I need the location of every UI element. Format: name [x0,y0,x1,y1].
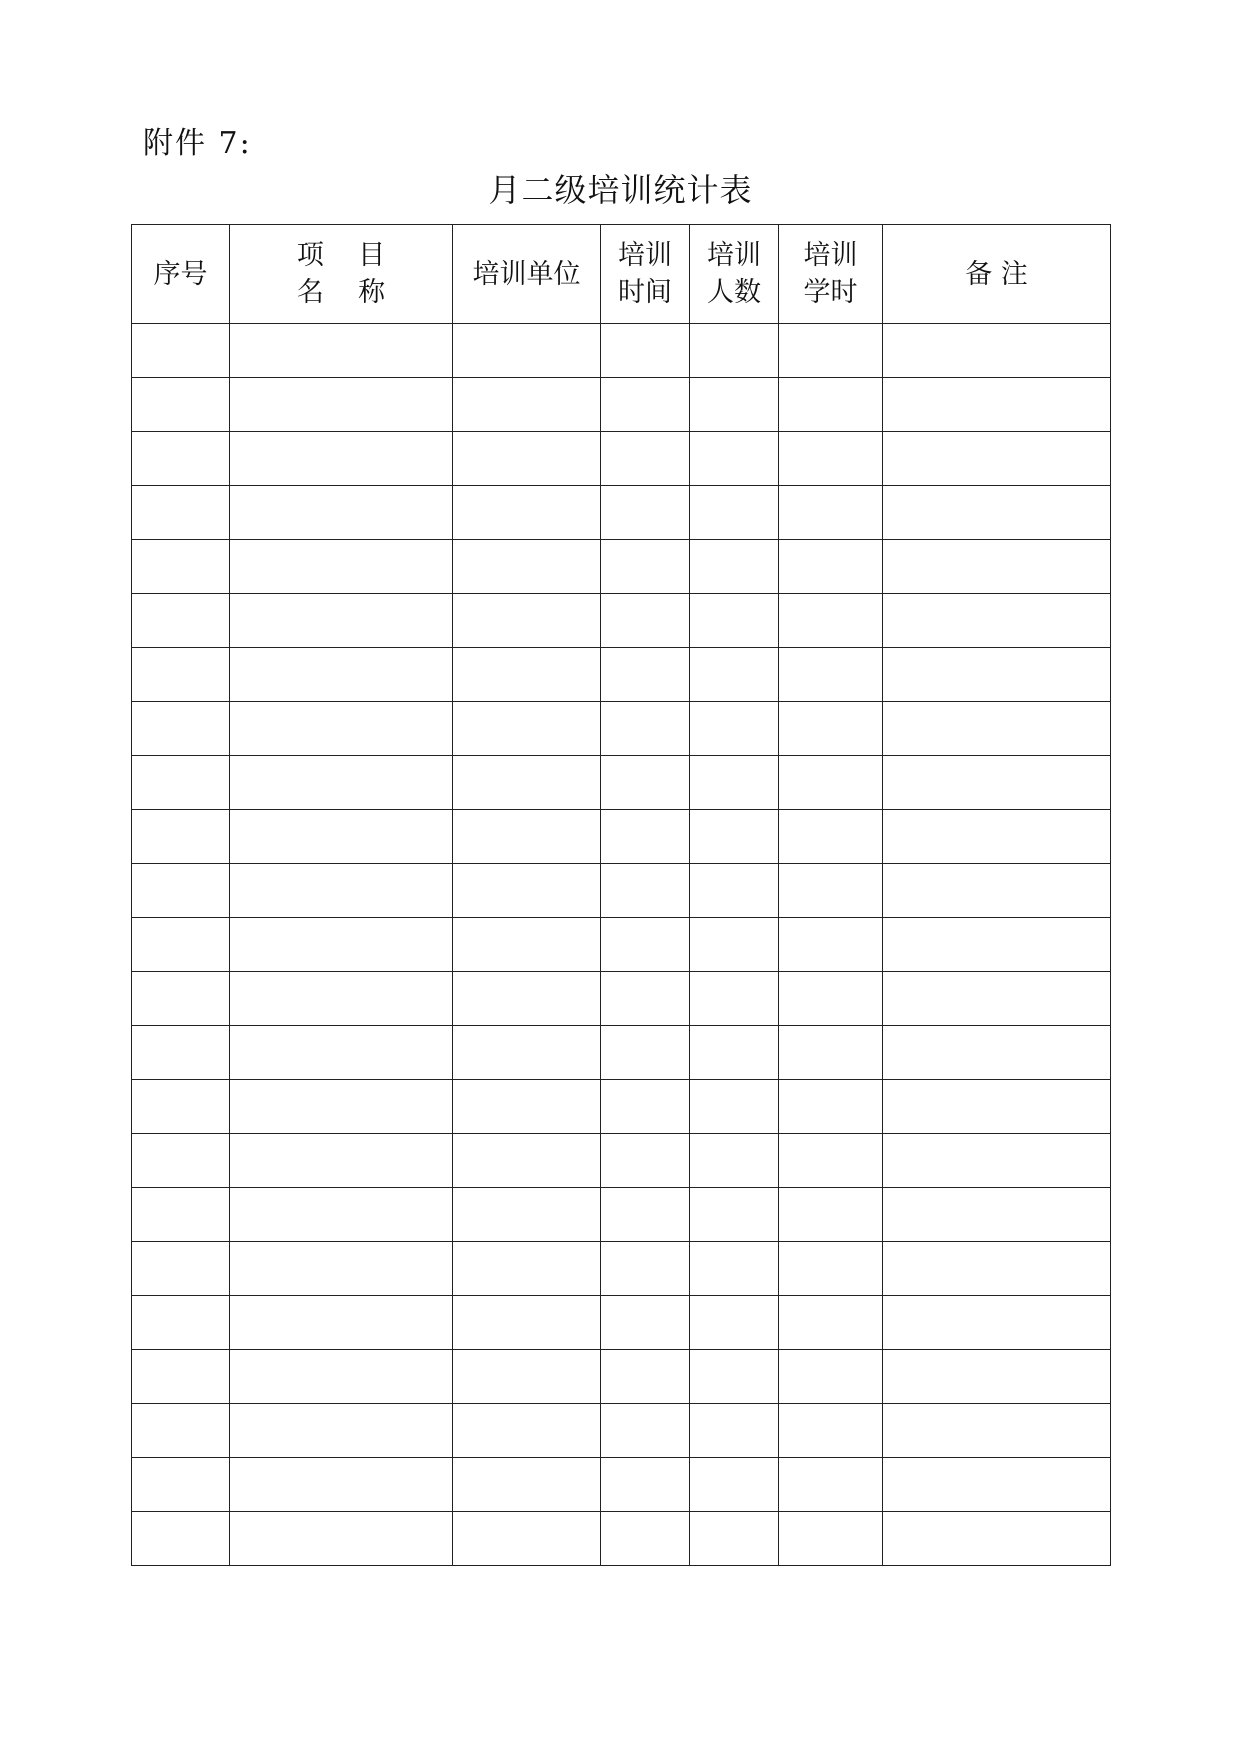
table-row [132,810,1111,864]
table-row [132,324,1111,378]
column-header-project-name [230,225,453,324]
table-cell[interactable] [883,1350,1111,1404]
table-cell[interactable] [690,972,779,1026]
table-row [132,864,1111,918]
table-cell[interactable] [453,918,601,972]
table-cell[interactable] [883,702,1111,756]
table-cell[interactable] [230,702,453,756]
table-cell[interactable] [132,324,230,378]
table-cell[interactable] [690,810,779,864]
table-cell[interactable] [453,432,601,486]
table-cell[interactable] [230,648,453,702]
table-cell[interactable] [132,1458,230,1512]
table-cell[interactable] [230,378,453,432]
table-cell[interactable] [601,1296,690,1350]
table-cell[interactable] [601,864,690,918]
table-row [132,918,1111,972]
training-stats-table [131,224,1111,1566]
table-cell[interactable] [690,1242,779,1296]
table-cell[interactable] [883,1134,1111,1188]
column-header-training-unit [453,225,601,324]
table-cell[interactable] [453,1080,601,1134]
table-cell[interactable] [779,1404,883,1458]
table-cell[interactable] [453,1350,601,1404]
table-cell[interactable] [779,594,883,648]
table-cell[interactable] [230,864,453,918]
table-cell[interactable] [779,1188,883,1242]
table-cell[interactable] [779,972,883,1026]
table-cell[interactable] [690,864,779,918]
table-cell[interactable] [779,378,883,432]
table-cell[interactable] [883,1296,1111,1350]
table-cell[interactable] [883,324,1111,378]
table-cell[interactable] [601,972,690,1026]
table-cell[interactable] [230,1026,453,1080]
table-cell[interactable] [230,1188,453,1242]
table-cell[interactable] [453,1512,601,1566]
column-header-training-time [601,225,690,324]
table-cell[interactable] [883,594,1111,648]
table-cell[interactable] [779,702,883,756]
table-cell[interactable] [601,756,690,810]
table-row [132,702,1111,756]
table-cell[interactable] [883,540,1111,594]
table-cell[interactable] [690,918,779,972]
table-cell[interactable] [230,324,453,378]
table-cell[interactable] [883,864,1111,918]
table-cell[interactable] [779,918,883,972]
table-cell[interactable] [601,486,690,540]
table-cell[interactable] [132,864,230,918]
table-row [132,972,1111,1026]
table-cell[interactable] [132,810,230,864]
table-cell[interactable] [132,756,230,810]
table-cell[interactable] [132,594,230,648]
table-cell[interactable] [453,486,601,540]
table-row [132,1188,1111,1242]
table-cell[interactable] [230,1512,453,1566]
table-cell[interactable] [453,864,601,918]
table-cell[interactable] [883,756,1111,810]
header-text: 培训 [707,240,761,271]
header-text: 项 目 [296,240,386,271]
table-cell[interactable] [132,972,230,1026]
table-cell[interactable] [601,648,690,702]
table-cell[interactable] [132,1350,230,1404]
table-cell[interactable] [230,432,453,486]
attachment-label: 附件 7: [143,126,252,161]
table-cell[interactable] [690,594,779,648]
table-row [132,756,1111,810]
header-text: 学时 [803,277,858,308]
table-cell[interactable] [883,1080,1111,1134]
table-cell[interactable] [601,324,690,378]
table-row [132,432,1111,486]
table-cell[interactable] [601,1242,690,1296]
table-cell[interactable] [453,1188,601,1242]
table-row [132,1296,1111,1350]
table-cell[interactable] [883,810,1111,864]
table-cell[interactable] [779,540,883,594]
table-cell[interactable] [690,702,779,756]
table-cell[interactable] [132,648,230,702]
table-cell[interactable] [453,1458,601,1512]
table-cell[interactable] [779,1458,883,1512]
table-cell[interactable] [230,1080,453,1134]
table-cell[interactable] [690,1080,779,1134]
table-cell[interactable] [779,1296,883,1350]
table-cell[interactable] [132,378,230,432]
table-cell[interactable] [132,1296,230,1350]
table-cell[interactable] [601,1404,690,1458]
table-row [132,1242,1111,1296]
table-cell[interactable] [132,1134,230,1188]
table-cell[interactable] [132,1026,230,1080]
table-cell[interactable] [453,1242,601,1296]
table-cell[interactable] [230,972,453,1026]
table-cell[interactable] [453,1134,601,1188]
table-cell[interactable] [690,1188,779,1242]
table-cell[interactable] [132,486,230,540]
table-cell[interactable] [883,486,1111,540]
table-cell[interactable] [690,432,779,486]
table-cell[interactable] [690,1134,779,1188]
table-cell[interactable] [601,702,690,756]
page-title: 月二级培训统计表 [488,171,753,209]
table-row [132,1350,1111,1404]
table-cell[interactable] [883,648,1111,702]
table-cell[interactable] [453,1296,601,1350]
table-cell[interactable] [453,594,601,648]
table-row [132,378,1111,432]
table-cell[interactable] [230,594,453,648]
table-cell[interactable] [779,1026,883,1080]
table-row [132,594,1111,648]
table-cell[interactable] [779,1512,883,1566]
table-cell[interactable] [690,1296,779,1350]
table-cell[interactable] [453,324,601,378]
table-cell[interactable] [453,1026,601,1080]
table-cell[interactable] [601,1026,690,1080]
table-cell[interactable] [779,864,883,918]
table-cell[interactable] [132,918,230,972]
table-cell[interactable] [883,378,1111,432]
table-cell[interactable] [132,702,230,756]
table-cell[interactable] [132,1188,230,1242]
table-cell[interactable] [601,432,690,486]
table-cell[interactable] [453,756,601,810]
table-cell[interactable] [690,1350,779,1404]
table-cell[interactable] [453,540,601,594]
table-cell[interactable] [230,1134,453,1188]
table-cell[interactable] [883,1404,1111,1458]
table-cell[interactable] [453,702,601,756]
table-cell[interactable] [601,1458,690,1512]
table-cell[interactable] [601,1134,690,1188]
table-cell[interactable] [132,432,230,486]
table-cell[interactable] [601,1080,690,1134]
table-cell[interactable] [779,1242,883,1296]
header-text: 备 注 [965,258,1028,290]
table-cell[interactable] [779,1080,883,1134]
table-cell[interactable] [230,1350,453,1404]
table-cell[interactable] [230,756,453,810]
table-cell[interactable] [883,1458,1111,1512]
table-row [132,1512,1111,1566]
table-cell[interactable] [453,378,601,432]
table-cell[interactable] [779,324,883,378]
header-text: 序号 [153,258,208,290]
table-cell[interactable] [601,810,690,864]
column-header-serial-number [132,225,230,324]
table-cell[interactable] [883,972,1111,1026]
table-cell[interactable] [690,378,779,432]
table-cell[interactable] [883,1512,1111,1566]
table-cell[interactable] [883,1026,1111,1080]
table-cell[interactable] [230,1296,453,1350]
table-cell[interactable] [132,1080,230,1134]
table-row [132,1134,1111,1188]
table-cell[interactable] [453,1404,601,1458]
table-cell[interactable] [779,432,883,486]
table-cell[interactable] [883,1242,1111,1296]
table-cell[interactable] [779,1350,883,1404]
table-cell[interactable] [883,918,1111,972]
table-header-row [132,225,1111,324]
table-cell[interactable] [779,486,883,540]
table-body [132,324,1111,1566]
table-row [132,1404,1111,1458]
header-text: 培训单位 [472,258,581,290]
table-cell[interactable] [132,1404,230,1458]
table-cell[interactable] [779,1134,883,1188]
table-cell[interactable] [230,918,453,972]
table-cell[interactable] [601,918,690,972]
table-cell[interactable] [230,540,453,594]
table-cell[interactable] [690,1458,779,1512]
table-row [132,486,1111,540]
table-row [132,540,1111,594]
table-cell[interactable] [690,1404,779,1458]
table-cell[interactable] [230,1404,453,1458]
table-cell[interactable] [690,1026,779,1080]
table-cell[interactable] [601,378,690,432]
table-cell[interactable] [230,1242,453,1296]
table-cell[interactable] [601,1512,690,1566]
table-cell[interactable] [230,810,453,864]
table-cell[interactable] [230,1458,453,1512]
table-cell[interactable] [690,486,779,540]
header-text: 培训 [618,240,672,271]
table-row [132,648,1111,702]
table-cell[interactable] [601,540,690,594]
header-text: 培训 [803,240,858,271]
table-cell[interactable] [453,810,601,864]
table-cell[interactable] [601,1350,690,1404]
column-header-trainee-count [690,225,779,324]
table-cell[interactable] [690,756,779,810]
table-cell[interactable] [690,648,779,702]
table-cell[interactable] [779,648,883,702]
table-cell[interactable] [690,1512,779,1566]
column-header-training-hours [779,225,883,324]
table-row [132,1458,1111,1512]
table-cell[interactable] [132,540,230,594]
table-cell[interactable] [230,486,453,540]
table-cell[interactable] [690,324,779,378]
table-cell[interactable] [601,594,690,648]
header-text: 名 称 [296,277,386,308]
header-text: 时间 [618,277,672,308]
table-cell[interactable] [779,756,883,810]
table-cell[interactable] [453,648,601,702]
table-cell[interactable] [779,810,883,864]
table-cell[interactable] [132,1242,230,1296]
column-header-remarks [883,225,1111,324]
table-cell[interactable] [453,972,601,1026]
table-cell[interactable] [690,540,779,594]
table-cell[interactable] [883,432,1111,486]
table-cell[interactable] [601,1188,690,1242]
header-text: 人数 [707,277,761,308]
table-row [132,1026,1111,1080]
table-row [132,1080,1111,1134]
table-cell[interactable] [883,1188,1111,1242]
table-cell[interactable] [132,1512,230,1566]
